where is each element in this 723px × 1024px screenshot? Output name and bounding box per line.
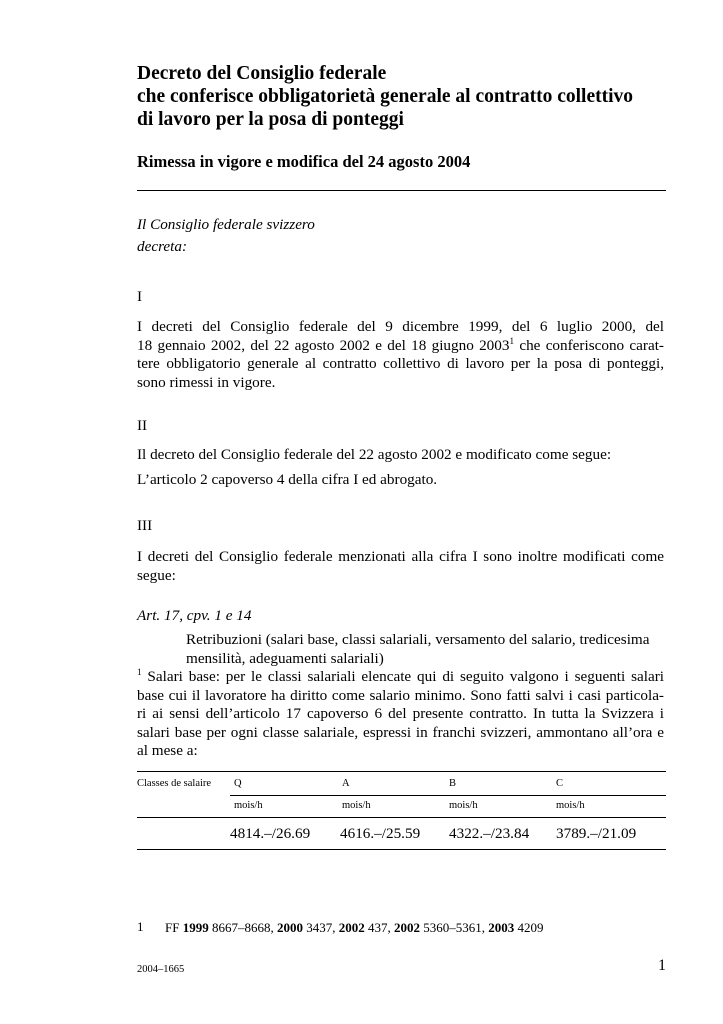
document-title	[137, 62, 677, 131]
table-bottom-rule	[137, 849, 666, 850]
paragraph-line: base cui il lavoratore ha diritto come salario minimo. Sono fatti salvi i casi particola-	[137, 686, 664, 704]
preamble-issuer: Il Consiglio federale svizzero	[137, 216, 315, 233]
paragraph-line: ri ai sensi dell’articolo 17 capoverso 6 del presente contratto. In tutta la Svizzera i	[137, 705, 664, 722]
footnote-pages: 4209	[514, 920, 544, 935]
footnote-year: 2003	[488, 920, 515, 935]
footnote-ref[interactable]: 1	[509, 335, 515, 346]
footnote-marker: 1	[137, 919, 144, 934]
line-text: 18 gennaio 2002, del 22 agosto 2002 e del 18 giugno 2003	[137, 336, 510, 354]
unit-label: mois/h	[234, 800, 263, 811]
footnote-text	[165, 920, 543, 936]
article-heading-line: Retribuzioni (salari base, classi salariali, versamento del salario, tredicesima	[186, 631, 650, 648]
footnote-pages: 8667–8668,	[208, 920, 277, 935]
footnote-pages: 5360–5361,	[419, 920, 489, 935]
section-ii-paragraph-2: L’articolo 2 capoverso 4 della cifra I ed abrogato.	[137, 471, 438, 488]
document-number: 2004–1665	[137, 964, 185, 975]
class-label-c: C	[556, 778, 564, 789]
salary-value-q: 4814.–/26.69	[230, 825, 311, 842]
paragraph-line: salari base per ogni classe salariale, espressi in franchi svizzeri, ammontano all’ora e	[137, 723, 664, 741]
title-line: Decreto del Consiglio federale	[137, 63, 387, 84]
article-reference: Art. 17, cpv. 1 e 14	[137, 607, 252, 624]
paragraph-line: tere obbligatorio generale al contratto collettivo di lavoro per la posa di ponteggi,	[137, 355, 664, 372]
paragraph-line: I decreti del Consiglio federale menzionati alla cifra I sono inoltre modificati come	[137, 548, 664, 565]
table-header-rule	[230, 795, 666, 796]
footnote-year: 2002	[338, 920, 365, 935]
section-i-paragraph	[137, 318, 664, 392]
title-divider	[137, 190, 666, 191]
section-ii-paragraph-1: Il decreto del Consiglio federale del 22 agosto 2002 e modificato come segue:	[137, 446, 612, 463]
section-iii-paragraph	[137, 548, 664, 585]
unit-label: mois/h	[449, 800, 478, 811]
unit-label: mois/h	[556, 800, 585, 811]
preamble-decreta: decreta:	[137, 238, 188, 255]
unit-label: mois/h	[342, 800, 371, 811]
footnote-pages: 437,	[364, 920, 394, 935]
footnote-year: 2002	[393, 920, 420, 935]
paragraph-line	[137, 337, 664, 356]
footnote-prefix: FF	[165, 920, 183, 935]
salary-value-c: 3789.–/21.09	[556, 825, 637, 842]
paragraph-line: segue:	[137, 566, 176, 584]
article-paragraph-1	[137, 668, 664, 761]
article-heading-line: mensilità, adeguamenti salariali)	[186, 649, 384, 667]
table-row-header: Classes de salaire	[137, 778, 212, 789]
paragraph-number: 1	[137, 666, 142, 677]
section-heading-ii: II	[137, 417, 148, 434]
document-subtitle: Rimessa in vigore e modifica del 24 agosto 2004	[137, 152, 471, 171]
section-heading-iii: III	[137, 517, 153, 534]
footnote-pages: 3437,	[302, 920, 339, 935]
title-line: che conferisce obbligatorietà generale al contratto collettivo	[137, 86, 634, 107]
paragraph-line: sono rimessi in vigore.	[137, 373, 276, 391]
line-text: Salari base: per le classi salariali elencate qui di seguito valgono i seguenti salari	[141, 668, 664, 685]
salary-value-b: 4322.–/23.84	[449, 825, 530, 842]
page-number: 1	[658, 957, 666, 974]
article-heading	[186, 631, 664, 668]
footnote-year: 1999	[182, 920, 209, 935]
table-top-rule	[137, 771, 666, 772]
paragraph-line: al mese a:	[137, 742, 198, 759]
table-subheader-rule	[137, 817, 666, 818]
line-text: che conferiscono carat-	[514, 336, 664, 354]
footnote-year: 2000	[276, 920, 303, 935]
class-label-b: B	[449, 778, 457, 789]
salary-value-a: 4616.–/25.59	[340, 825, 421, 842]
paragraph-line	[137, 668, 664, 687]
class-label-a: A	[342, 778, 350, 789]
section-heading-i: I	[137, 288, 143, 305]
paragraph-line: I decreti del Consiglio federale del 9 dicembre 1999, del 6 luglio 2000, del	[137, 318, 664, 335]
class-label-q: Q	[234, 778, 242, 789]
title-line: di lavoro per la posa di ponteggi	[137, 109, 404, 130]
